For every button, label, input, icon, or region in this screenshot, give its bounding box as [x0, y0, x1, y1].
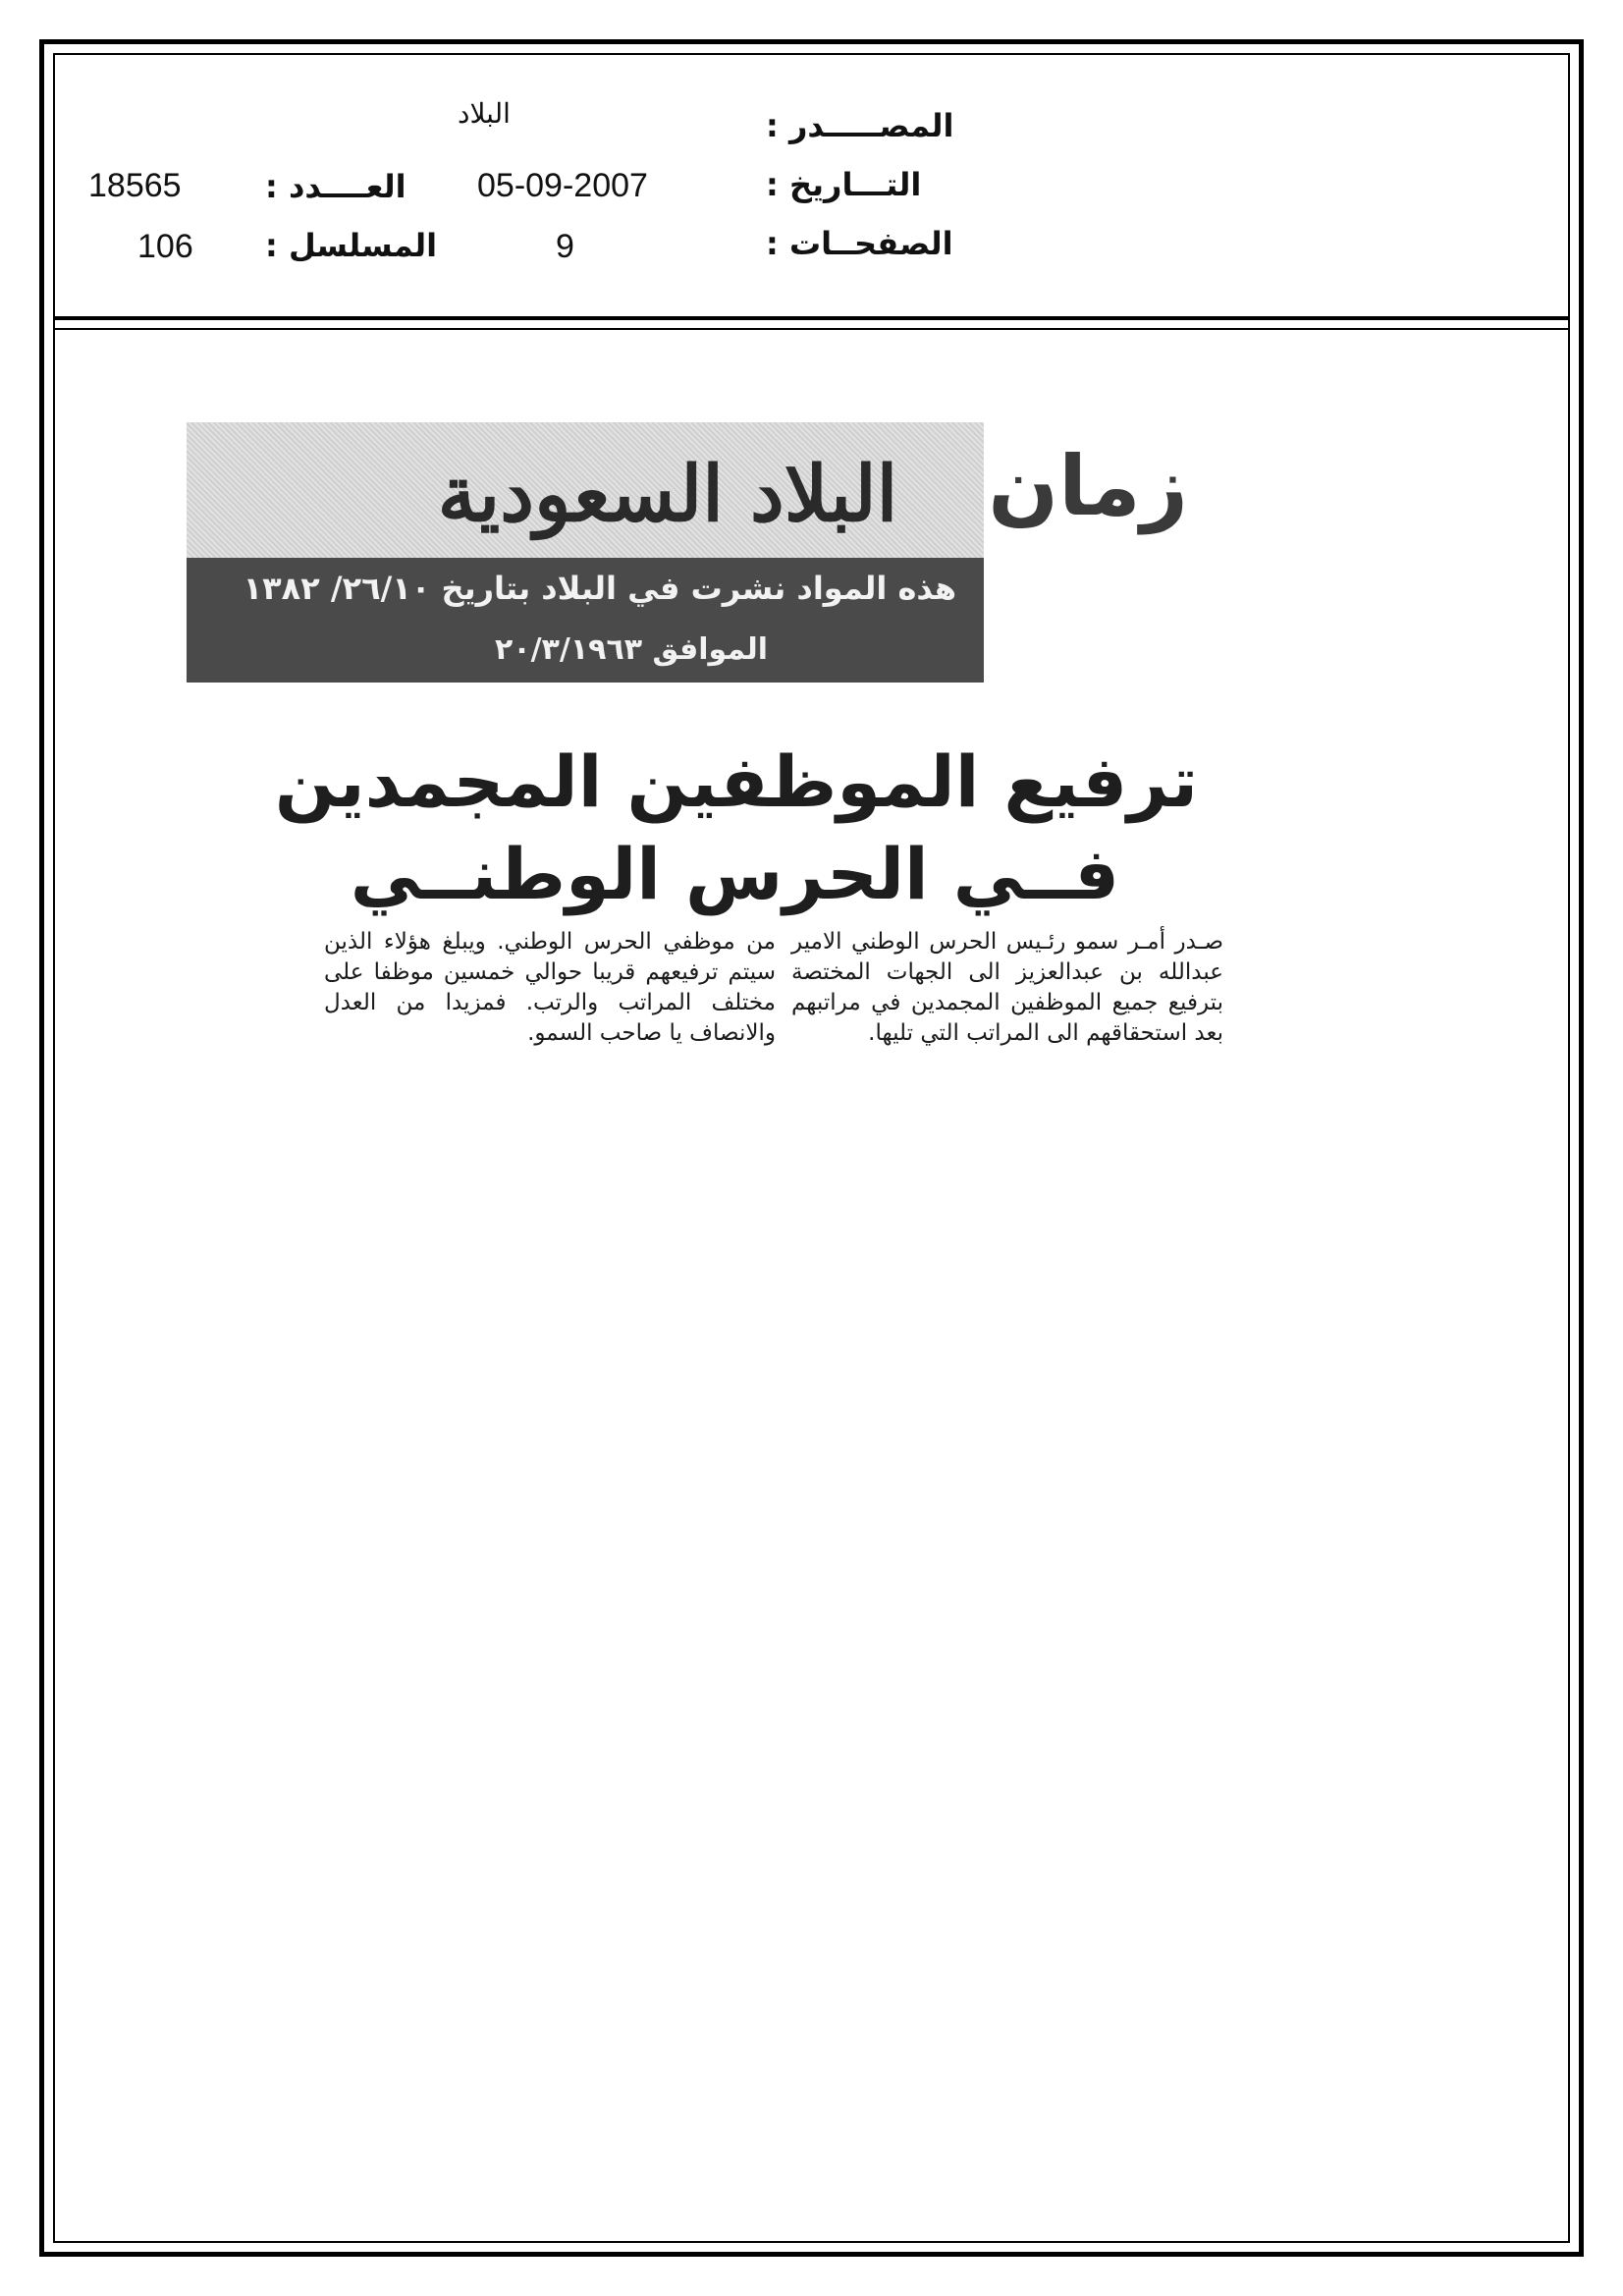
source-value: البلاد [458, 98, 511, 129]
article-column-left [324, 927, 776, 1049]
serial-value: 106 [137, 228, 193, 265]
banner-gregorian-date: الموافق ٢٠/٣/١٩٦٣ [495, 632, 768, 667]
header-divider [53, 316, 1570, 320]
date-label: التـــاريخ : [766, 166, 922, 203]
article-headline-line1: ترفيع الموظفين المجمدين [274, 740, 1198, 823]
issue-label: العــــدد : [265, 168, 406, 205]
newspaper-banner [187, 422, 984, 683]
article-text-left: من موظفي الحرس الوطني. ويبلغ هؤلاء الذين سيتم ترفيعهم قريبا حوالي خمسين موظفا على مختلف المراتب والرتب. فمزيدا من العدل والانصاف يا صاحب السمو. [324, 929, 776, 1046]
pages-value: 9 [556, 228, 574, 265]
section-tag: زمان [988, 438, 1188, 534]
header-divider-thin [53, 328, 1570, 330]
date-value: 05-09-2007 [477, 167, 648, 204]
source-label: المصـــــدر : [766, 107, 954, 144]
article-column-right [791, 927, 1223, 1049]
page-inner-border [53, 53, 1570, 2243]
banner-publication-note: هذه المواد نشرت في البلاد بتاريخ ٢٦/١٠/ ١٣٨٢ [243, 570, 956, 607]
serial-label: المسلسل : [265, 227, 438, 264]
pages-label: الصفحــات : [766, 225, 953, 262]
article-text-right: صـدر أمـر سمو رئـيس الحرس الوطني الامير عبدالله بن عبدالعزيز الى الجهات المختصة بترفيع جميع الموظفين المجمدين في مراتبهم بعد استحقاقهم الى المراتب التي تليها. [791, 929, 1223, 1046]
newspaper-masthead: البلاد السعودية [437, 450, 898, 539]
issue-value: 18565 [88, 167, 182, 204]
article-headline-line2: فــي الحرس الوطنــي [350, 833, 1119, 915]
